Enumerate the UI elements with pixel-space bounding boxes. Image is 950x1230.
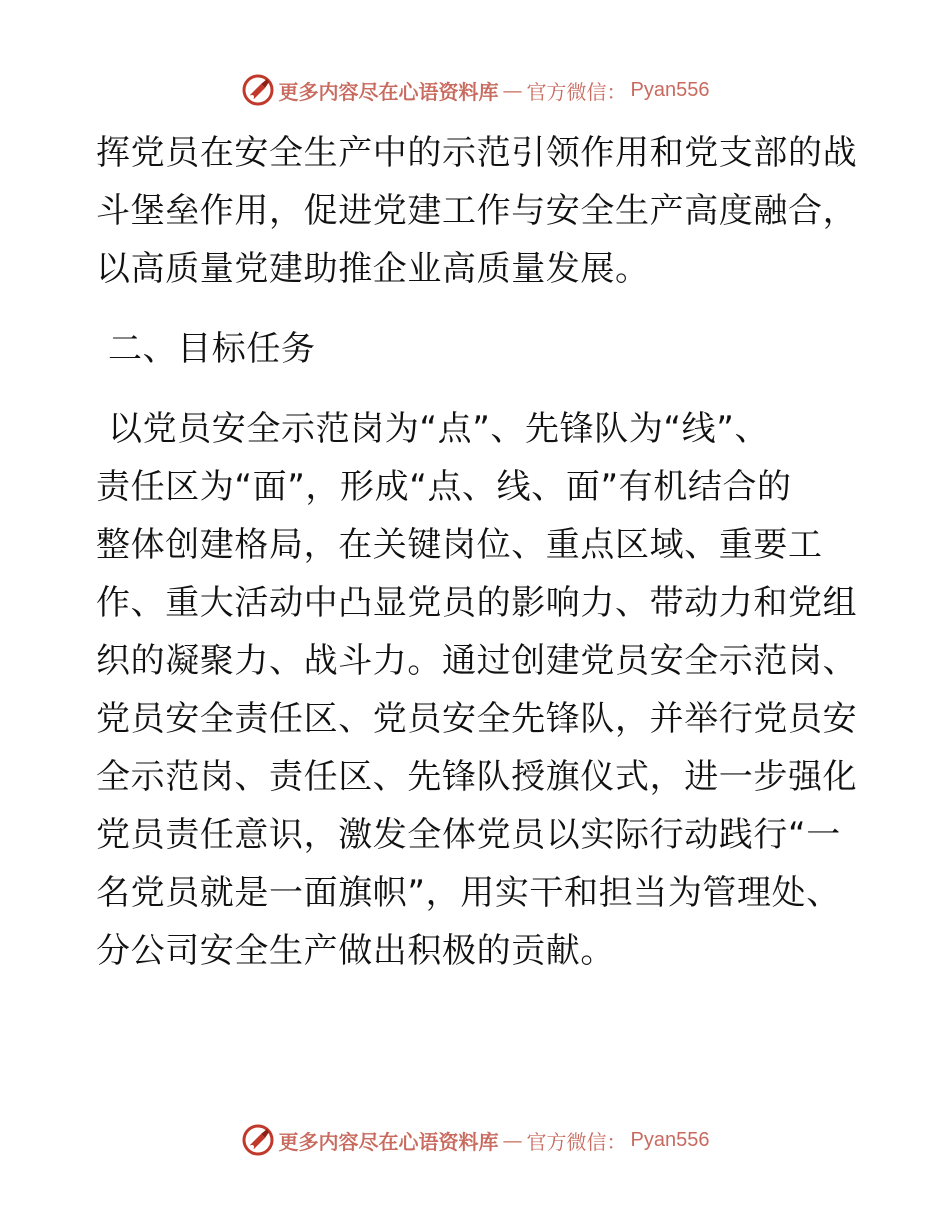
paragraph-line: 党员责任意识，激发全体党员以实际行动践行“一 <box>96 815 841 855</box>
paragraph-line: 挥党员在安全生产中的示范引领作用和党支部的战 <box>96 133 858 173</box>
paragraph-line: 作、重大活动中凸显党员的影响力、带动力和党组 <box>96 583 858 623</box>
paragraph-line: 整体创建格局，在关键岗位、重点区域、重要工 <box>96 525 823 565</box>
paragraph-line: 斗堡垒作用，促进党建工作与安全生产高度融合， <box>96 191 858 231</box>
paragraph-line: 织的凝聚力、战斗力。通过创建党员安全示范岗、 <box>96 641 858 681</box>
document-body <box>96 124 856 980</box>
banner-dash: — <box>502 78 523 102</box>
banner-dash: — <box>502 1128 523 1152</box>
banner-wechat-id: Pyan556 <box>630 1128 710 1151</box>
footer-banner <box>0 1120 950 1160</box>
banner-wechat-label: 官方微信： <box>526 1129 627 1154</box>
paragraph-line: 责任区为“面”，形成“点、线、面”有机结合的 <box>96 467 792 507</box>
brand-logo-icon <box>241 1123 275 1157</box>
banner-library-text: 更多内容尽在心语资料库 <box>278 79 499 104</box>
paragraph-1 <box>96 124 856 298</box>
banner-library-text: 更多内容尽在心语资料库 <box>278 1129 499 1154</box>
paragraph-line: 以高质量党建助推企业高质量发展。 <box>96 249 650 289</box>
paragraph-line: 名党员就是一面旗帜”，用实干和担当为管理处、 <box>96 873 841 913</box>
paragraph-line: 以党员安全示范岗为“点”、先锋队为“线”、 <box>108 409 770 449</box>
paragraph-line: 全示范岗、责任区、先锋队授旗仪式，进一步强化 <box>96 757 858 797</box>
section-heading: 二、目标任务 <box>108 329 316 369</box>
banner-wechat-id: Pyan556 <box>630 78 710 101</box>
header-banner <box>0 70 950 110</box>
brand-logo-icon <box>241 73 275 107</box>
paragraph-line: 分公司安全生产做出积极的贡献。 <box>96 931 615 971</box>
paragraph-line: 党员安全责任区、党员安全先锋队，并举行党员安 <box>96 699 858 739</box>
banner-wechat-label: 官方微信： <box>526 79 627 104</box>
paragraph-2 <box>96 400 856 980</box>
